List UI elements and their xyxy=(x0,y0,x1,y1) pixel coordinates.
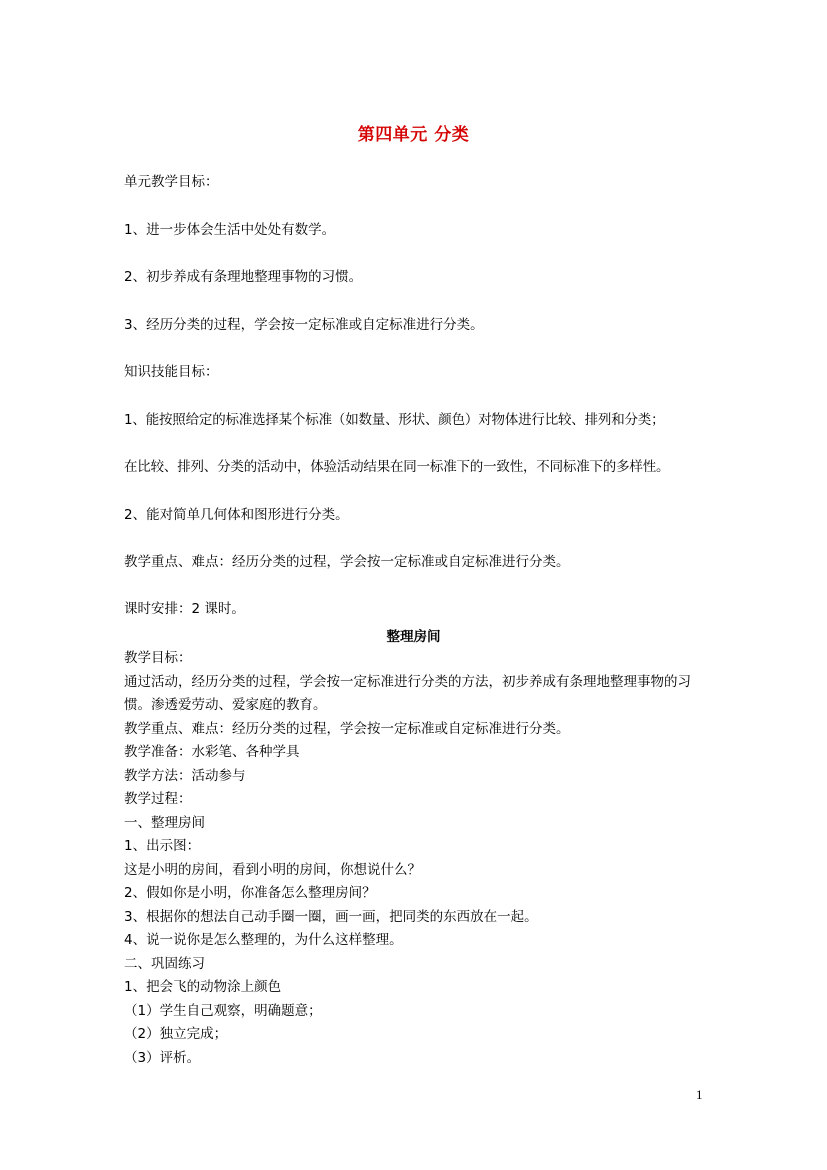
skill-goal-1-continued: 在比较、排列、分类的活动中，体验活动结果在同一标准下的一致性，不同标准下的多样性。 xyxy=(124,459,670,475)
skill-goal-2: 2、能对简单几何体和图形进行分类。 xyxy=(124,507,349,523)
lesson-line: （1）学生自己观察，明确题意； xyxy=(124,1002,322,1019)
document-title: 第四单元 分类 xyxy=(357,125,470,145)
unit-goal-1: 1、进一步体会生活中处处有数学。 xyxy=(124,222,336,238)
unit-goals-heading: 单元教学目标： xyxy=(124,174,219,190)
unit-goal-3: 3、经历分类的过程，学会按一定标准或自定标准进行分类。 xyxy=(124,317,484,333)
lesson-line: 二、巩固练习 xyxy=(124,955,205,972)
lesson-body xyxy=(124,647,714,1070)
lesson-line: 1、把会飞的动物涂上颜色 xyxy=(124,979,282,995)
lesson-title: 整理房间 xyxy=(386,629,441,645)
lesson-line: 一、整理房间 xyxy=(124,814,205,831)
lesson-line: （3）评析。 xyxy=(124,1049,201,1066)
lesson-line: （2）独立完成； xyxy=(124,1026,228,1042)
unit-goal-2: 2、初步养成有条理地整理事物的习惯。 xyxy=(124,269,363,285)
lesson-line: 1、出示图： xyxy=(124,838,201,854)
lesson-line: 3、根据你的想法自己动手圈一圈，画一画，把同类的东西放在一起。 xyxy=(124,908,538,925)
lesson-line: 教学重点、难点：经历分类的过程，学会按一定标准或自定标准进行分类。 xyxy=(124,720,570,737)
lesson-line: 2、假如你是小明，你准备怎么整理房间？ xyxy=(124,885,376,901)
lesson-line: 4、说一说你是怎么整理的，为什么这样整理。 xyxy=(124,932,403,948)
schedule: 课时安排：2 课时。 xyxy=(124,601,245,617)
skill-goal-1: 1、能按照给定的标准选择某个标准（如数量、形状、颜色）对物体进行比较、排列和分类； xyxy=(124,412,665,428)
key-points: 教学重点、难点：经历分类的过程，学会按一定标准或自定标准进行分类。 xyxy=(124,554,570,570)
page-number: 1 xyxy=(696,1087,703,1102)
lesson-line: 教学准备：水彩笔、各种学具 xyxy=(124,744,300,760)
lesson-line: 教学方法：活动参与 xyxy=(124,767,246,784)
lesson-line: 通过活动，经历分类的过程，学会按一定标准进行分类的方法，初步养成有条理地整理事物的习惯。渗透爱劳动、爱家庭的教育。 xyxy=(124,673,691,713)
lesson-line: 教学目标： xyxy=(124,650,192,666)
skill-goals-heading: 知识技能目标： xyxy=(124,364,219,380)
lesson-line: 这是小明的房间，看到小明的房间，你想说什么？ xyxy=(124,861,421,878)
lesson-line: 教学过程： xyxy=(124,791,192,807)
